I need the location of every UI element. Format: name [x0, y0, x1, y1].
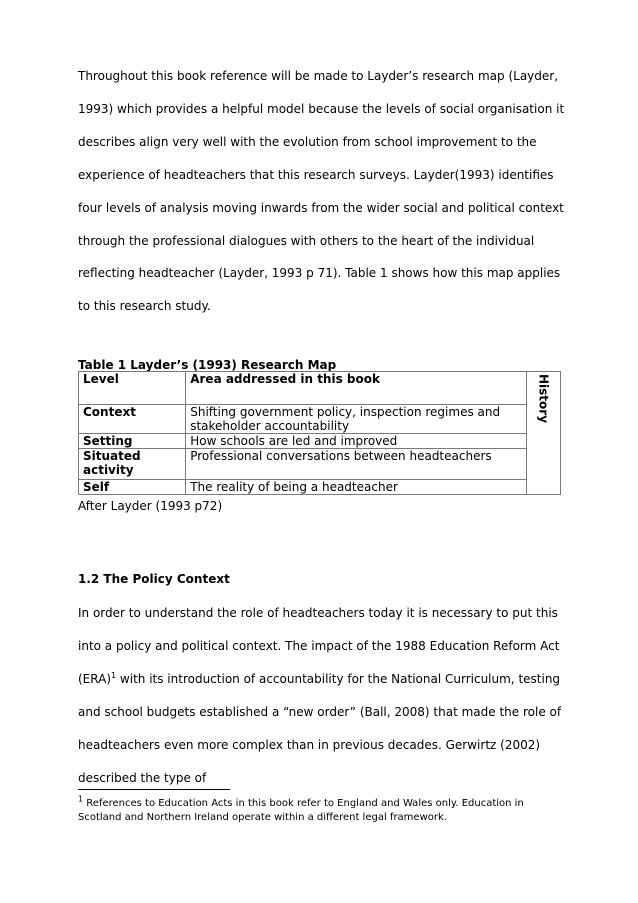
row-level: Setting — [79, 434, 186, 449]
row-area: Shifting government policy, inspection regimes and stakeholder accountability — [186, 405, 527, 434]
policy-paragraph-part1: In order to understand the role of headteachers today it is necessary to put this into a policy and political context. The impact of the 1988 Education Reform Act (ERA) — [78, 606, 560, 686]
row-level: Self — [79, 480, 186, 495]
history-column — [527, 372, 561, 495]
policy-paragraph — [78, 597, 568, 794]
table-row — [79, 405, 561, 434]
intro-paragraph: Throughout this book reference will be made to Layder’s research map (Layder, 1993) which provides a helpful model because the levels of social organisation it describes align very well with the evolution from school improvement to the experience of headteachers that this research surveys. Layder(1993) identifies four levels of analysis moving inwards from the wider social and political context through the professional dialogues with others to the heart of the individual reflecting headteacher (Layder, 1993 p 71). Table 1 shows how this map applies to this research study. — [78, 69, 565, 314]
research-map-table — [78, 371, 561, 495]
footnote-reference[interactable]: 1 — [111, 670, 117, 680]
row-area: How schools are led and improved — [186, 434, 527, 449]
table-row — [79, 449, 561, 480]
footnote-separator — [78, 789, 230, 790]
row-area: The reality of being a headteacher — [186, 480, 527, 495]
history-label: History — [536, 374, 551, 424]
footnote-number: 1 — [78, 794, 84, 804]
section-heading: 1.2 The Policy Context — [78, 572, 230, 586]
footnote — [78, 794, 568, 825]
row-level: Situated activity — [79, 449, 186, 480]
header-area: Area addressed in this book — [186, 372, 527, 405]
footnote-text: References to Education Acts in this book refer to England and Wales only. Education in Scotland and Northern Ireland operate within a different legal framework. — [78, 798, 524, 823]
row-area: Professional conversations between headteachers — [186, 449, 527, 480]
row-level: Context — [79, 405, 186, 434]
policy-paragraph-part2: with its introduction of accountability for the National Curriculum, testing and school budgets established a “new order” (Ball, 2008) that made the role of headteachers even more complex than in previous decades. Gerwirtz (2002) described the type of — [78, 671, 562, 785]
table-source-note: After Layder (1993 p72) — [78, 499, 223, 513]
header-level: Level — [79, 372, 186, 405]
table-row — [79, 434, 561, 449]
table-caption: Table 1 Layder’s (1993) Research Map — [78, 358, 337, 372]
table-row — [79, 480, 561, 495]
table-header-row — [79, 372, 561, 405]
